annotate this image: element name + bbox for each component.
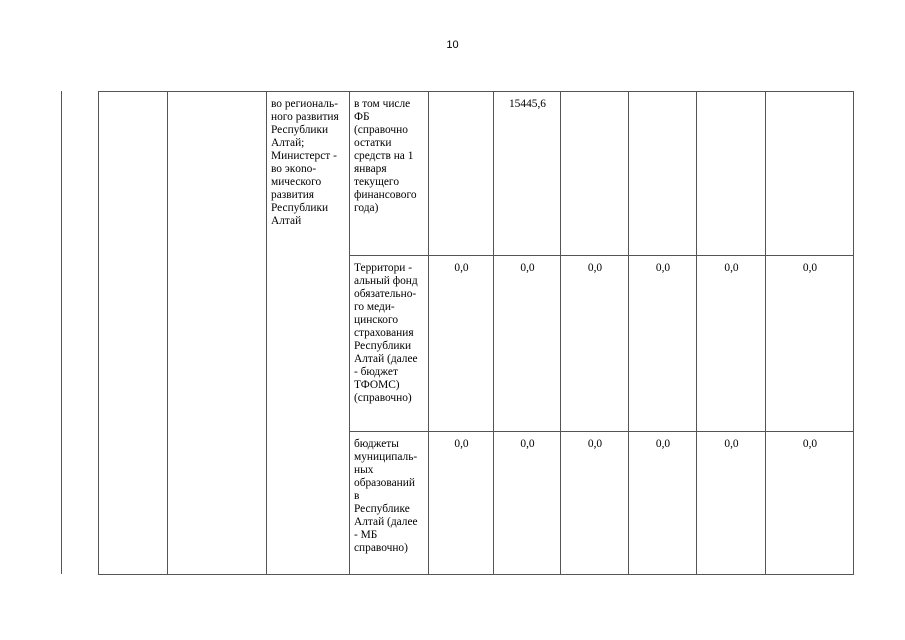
- value-cell: 0,0: [697, 256, 766, 432]
- value-cell: [697, 92, 766, 256]
- value-cell: 0,0: [629, 256, 697, 432]
- executor-line: Республики: [271, 124, 329, 136]
- executor-line: Министерст -: [271, 150, 337, 162]
- empty-cell-1: [99, 92, 168, 575]
- source-line: Алтай (далее: [354, 353, 418, 365]
- value-cell: 0,0: [494, 432, 561, 575]
- left-margin-rule: [61, 91, 62, 574]
- source-line: го меди-: [354, 301, 395, 313]
- funding-source-cell: [350, 92, 429, 256]
- source-line: (справочно: [354, 124, 408, 136]
- value-cell: 0,0: [429, 432, 494, 575]
- source-line: текущего: [354, 176, 400, 188]
- source-line: остатки: [354, 137, 392, 149]
- value-cell: 0,0: [697, 432, 766, 575]
- executor-line: мического: [271, 176, 322, 188]
- source-line: ФБ: [354, 111, 370, 123]
- executor-line: во региональ-: [271, 98, 338, 110]
- source-line: страхования: [354, 327, 414, 339]
- value-cell: 0,0: [429, 256, 494, 432]
- executor-cell: [267, 92, 350, 575]
- value-cell: 0,0: [494, 256, 561, 432]
- source-line: - бюджет: [354, 366, 398, 378]
- page-number: 10: [446, 39, 459, 51]
- source-line: в: [354, 490, 360, 502]
- executor-line: Республики: [271, 202, 329, 214]
- source-line: Республики: [354, 340, 412, 352]
- budget-table: [98, 91, 854, 575]
- value-cell: 15445,6: [494, 92, 561, 256]
- source-line: альный фонд: [354, 275, 418, 287]
- value-cell: 0,0: [766, 256, 854, 432]
- source-line: Республике: [354, 503, 410, 515]
- source-line: средств на 1: [354, 150, 414, 162]
- source-line: образований: [354, 477, 415, 489]
- value-cell: [766, 92, 854, 256]
- source-line: обязательно-: [354, 288, 417, 300]
- value-cell: 0,0: [561, 432, 629, 575]
- funding-source-cell: [350, 432, 429, 575]
- source-line: ных: [354, 464, 374, 476]
- source-line: года): [354, 202, 379, 214]
- value-cell: [429, 92, 494, 256]
- executor-line: Алтай: [271, 215, 302, 227]
- source-line: справочно): [354, 542, 408, 554]
- source-line: муниципаль-: [354, 451, 418, 463]
- funding-source-cell: [350, 256, 429, 432]
- source-line: Территори -: [354, 262, 413, 274]
- empty-cell-2: [168, 92, 267, 575]
- source-line: января: [354, 163, 387, 175]
- value-cell: 0,0: [561, 256, 629, 432]
- executor-line: Алтай;: [271, 137, 305, 149]
- value-cell: 0,0: [766, 432, 854, 575]
- source-line: бюджеты: [354, 438, 399, 450]
- source-line: (справочно): [354, 392, 412, 404]
- source-line: в том числе: [354, 98, 411, 110]
- source-line: ТФОМС): [354, 379, 400, 391]
- source-line: цинского: [354, 314, 399, 326]
- executor-line: ного развития: [271, 111, 339, 123]
- executor-line: во экono-: [271, 163, 317, 175]
- source-line: Алтай (далее: [354, 516, 418, 528]
- executor-line: развития: [271, 189, 315, 201]
- source-line: финансового: [354, 189, 417, 201]
- value-cell: 0,0: [629, 432, 697, 575]
- value-cell: [561, 92, 629, 256]
- value-cell: [629, 92, 697, 256]
- table-row: [99, 92, 854, 256]
- source-line: - МБ: [354, 529, 378, 541]
